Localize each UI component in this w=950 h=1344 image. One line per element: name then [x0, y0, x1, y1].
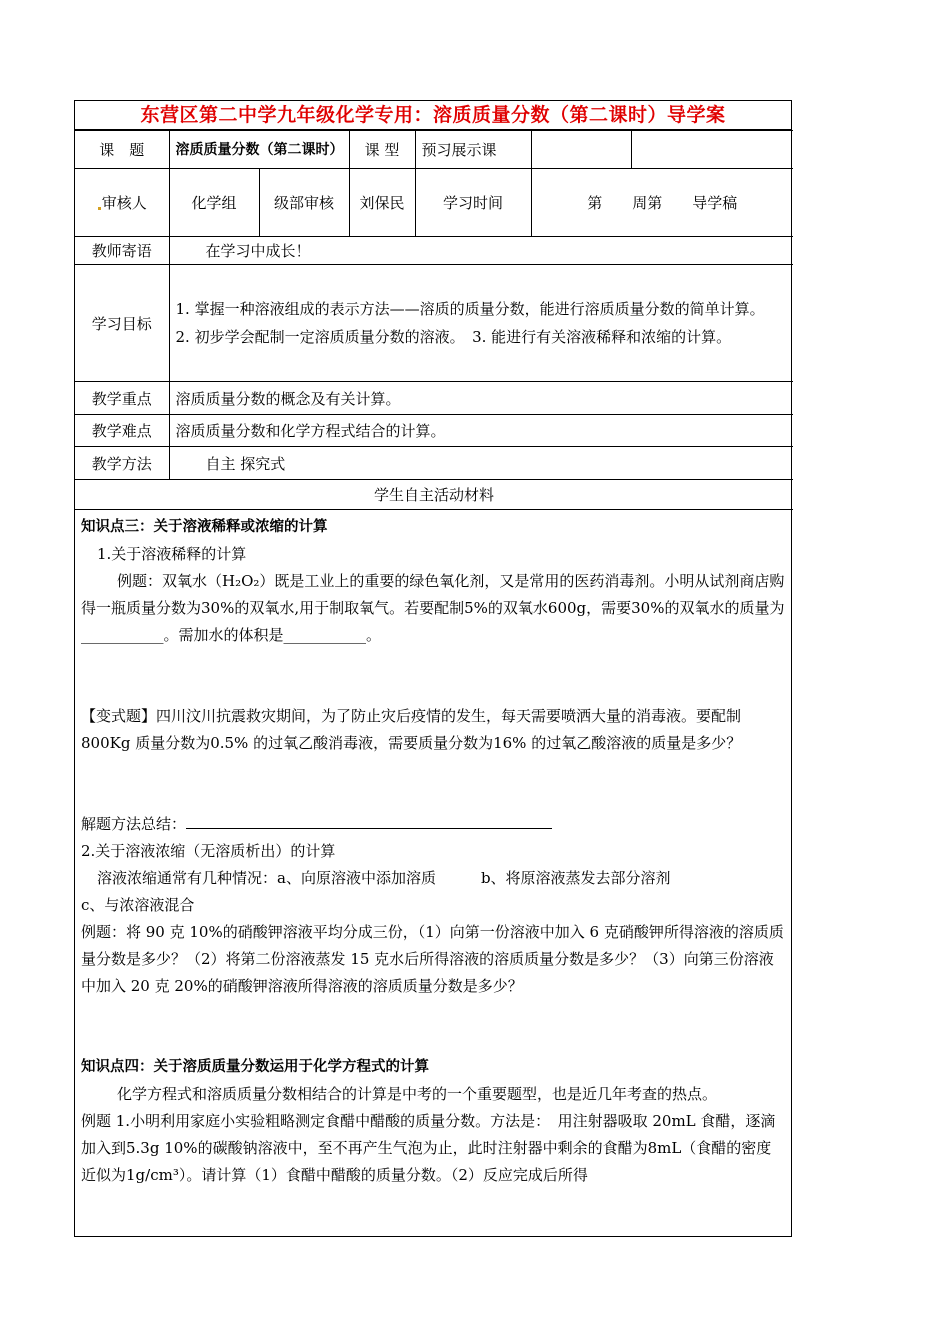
- variant-question: 【变式题】四川汶川抗震救灾期间，为了防止灾后疫情的发生，每天需要喷洒大量的消毒液。要配制 800Kg 质量分数为0.5% 的过氧乙酸消毒液，需要质量分数为16% 的过氧乙酸溶液的质量是多少？: [81, 707, 742, 752]
- activity-material: [75, 510, 791, 1189]
- concentration-subtitle: 2.关于溶液浓缩（无溶质析出）的计算: [81, 842, 336, 860]
- goal-1: 1. 掌握一种溶液组成的表示方法——溶质的质量分数，能进行溶质质量分数的简单计算。: [175, 300, 765, 318]
- key-point-value: 溶质质量分数的概念及有关计算。: [169, 382, 793, 415]
- difficulty-value: 溶质质量分数和化学方程式结合的计算。: [169, 415, 793, 447]
- knowledge-point-4-title: 知识点四：关于溶质质量分数运用于化学方程式的计算: [81, 1059, 429, 1075]
- key-point-label: 教学重点: [75, 382, 169, 415]
- difficulty-label: 教学难点: [75, 415, 169, 447]
- empty-cell-1: [531, 131, 631, 169]
- reviewer-label-cell: [75, 169, 169, 237]
- concentration-cases: 溶液浓缩通常有几种情况：a、向原溶液中添加溶质 b、将原溶液蒸发去部分溶剂: [97, 869, 671, 887]
- time-label: 学习时间: [415, 169, 531, 237]
- dept-label: 级部审核: [259, 169, 349, 237]
- concentration-example: 例题：将 90 克 10%的硝酸钾溶液平均分成三份，（1）向第一份溶液中加入 6 克硝酸钾所得溶液的溶质质量分数是多少？（2）将第二份溶液蒸发 15 克水后所得溶液的溶质质量分数是多少？（3）向第三份溶液中加入 20 克 20%的硝酸钾溶液所得溶液的溶质质量分数是多少？: [81, 923, 784, 995]
- info-table: [75, 130, 793, 510]
- page-title: 东营区第二中学九年级化学专用：溶质质量分数（第二课时）导学案: [75, 101, 791, 130]
- teacher-msg-label: 教师寄语: [75, 237, 169, 265]
- summary-blank: [186, 814, 552, 829]
- type-value: 预习展示课: [415, 131, 531, 169]
- goals-cell: [169, 265, 793, 382]
- summary-label: 解题方法总结：: [81, 815, 187, 833]
- topic-label-cell: [75, 131, 169, 169]
- goal-2: 2. 初步学会配制一定溶质质量分数的溶液。 3. 能进行有关溶液稀释和浓缩的计算。: [175, 328, 732, 346]
- marker-dot: [98, 207, 101, 210]
- section-header: 学生自主活动材料: [75, 480, 793, 510]
- week-value: 第 周第 导学稿: [531, 169, 793, 237]
- concentration-case-c: c、与浓溶液混合: [81, 896, 195, 914]
- group-value: 化学组: [169, 169, 259, 237]
- empty-cell-2: [631, 131, 793, 169]
- topic-value: 溶质质量分数（第二课时）: [169, 131, 349, 169]
- method-label: 教学方法: [75, 447, 169, 480]
- dilution-example: 例题：双氧水（H₂O₂）既是工业上的重要的绿色氧化剂，又是常用的医药消毒剂。小明从试剂商店购得一瓶质量分数为30%的双氧水,用于制取氧气。若要配制5%的双氧水600g，需要30%的双氧水的质量为___________。需加水的体积是___________。: [81, 572, 785, 644]
- worksheet-page: [74, 100, 792, 1237]
- dilution-subtitle: 1.关于溶液稀释的计算: [97, 545, 247, 563]
- knowledge-point-3-title: 知识点三：关于溶液稀释或浓缩的计算: [81, 519, 328, 535]
- method-value: 自主 探究式: [169, 447, 793, 480]
- equation-example: 例题 1.小明利用家庭小实验粗略测定食醋中醋酸的质量分数。方法是： 用注射器吸取 20mL 食醋，逐滴加入到5.3g 10%的碳酸钠溶液中，至不再产生气泡为止，此时注射器中剩余的食醋为8mL（食醋的密度近似为1g/cm³）。请计算（1）食醋中醋酸的质量分数。（2）反应完成后所得: [81, 1112, 776, 1184]
- person-value: 刘保民: [349, 169, 415, 237]
- type-label: 课 型: [349, 131, 415, 169]
- topic-label: 课 题: [99, 141, 145, 159]
- reviewer-label: 审核人: [101, 194, 147, 212]
- equation-intro: 化学方程式和溶质质量分数相结合的计算是中考的一个重要题型，也是近几年考查的热点。: [117, 1085, 718, 1103]
- teacher-msg-value: 在学习中成长！: [169, 237, 793, 265]
- summary-line: [81, 811, 785, 838]
- goals-label: 学习目标: [75, 265, 169, 382]
